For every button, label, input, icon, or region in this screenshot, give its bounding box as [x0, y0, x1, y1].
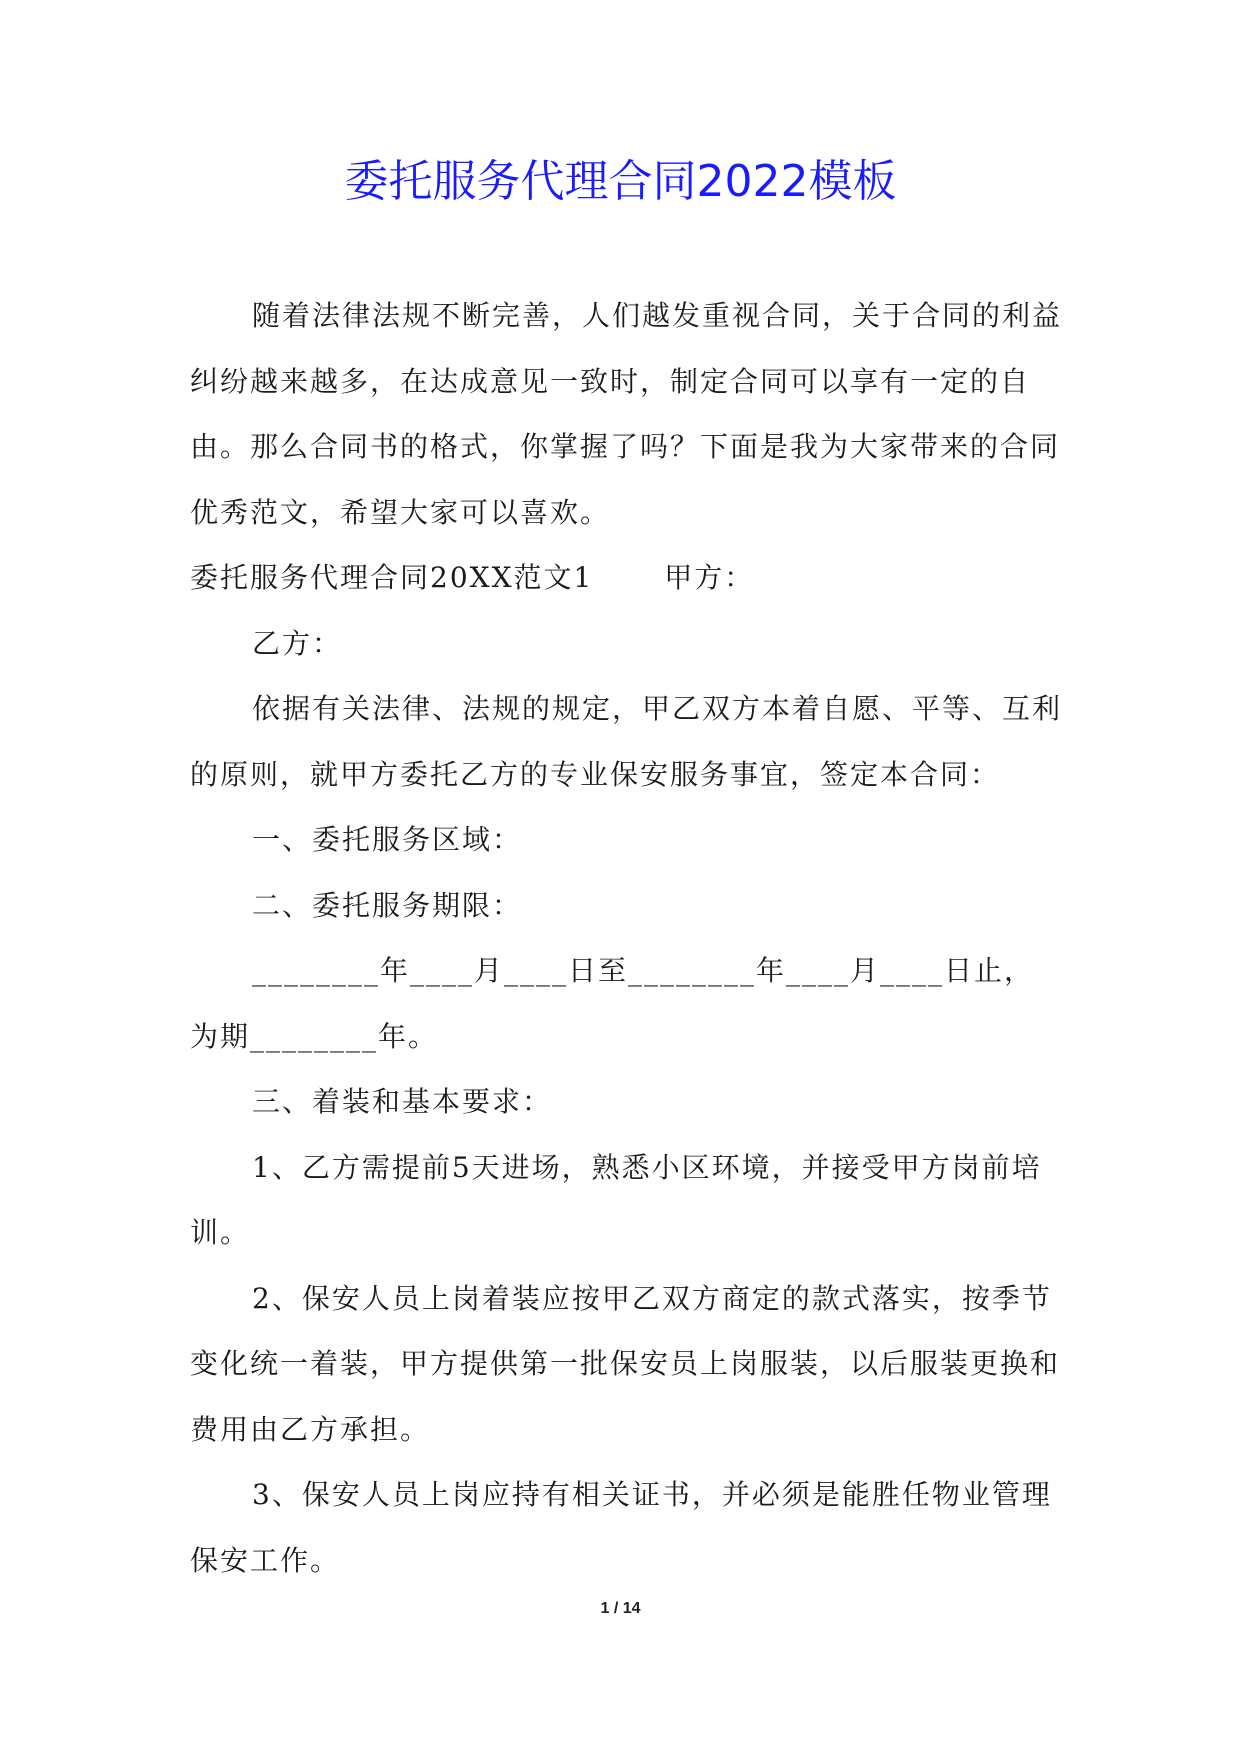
- paragraph-item-1: 1、乙方需提前5天进场，熟悉小区环境，并接受甲方岗前培训。: [190, 1150, 1042, 1249]
- page-number: 1 / 14: [600, 1600, 641, 1617]
- document-body: [190, 283, 1062, 1593]
- paragraph-item-3: 3、保安人员上岗应持有相关证书，并必须是能胜任物业管理保安工作。: [190, 1478, 1052, 1577]
- paragraph-heading-party-a: 委托服务代理合同20XX范文1 甲方：: [190, 561, 755, 594]
- paragraph-intro: 随着法律法规不断完善，人们越发重视合同，关于合同的利益纠纷越来越多，在达成意见一致时，制定合同可以享有一定的自由。那么合同书的格式，你掌握了吗？下面是我为大家带来的合同优秀范文，希望大家可以喜欢。: [190, 299, 1063, 529]
- paragraph-party-b: 乙方：: [252, 626, 343, 660]
- paragraph-section-1: 一、委托服务区域：: [252, 823, 523, 856]
- paragraph-term-dates: ________年____月____日至________年____月____日止，为期________年。: [190, 954, 1035, 1053]
- paragraph-section-2: 二、委托服务期限：: [252, 888, 523, 922]
- paragraph-item-2: 2、保安人员上岗着装应按甲乙双方商定的款式落实，按季节变化统一着装，甲方提供第一批保安员上岗服装，以后服装更换和费用由乙方承担。: [190, 1281, 1061, 1446]
- paragraph-basis: 依据有关法律、法规的规定，甲乙双方本着自愿、平等、互利的原则，就甲方委托乙方的专业保安服务事宜，签定本合同：: [190, 692, 1063, 791]
- document-title: 委托服务代理合同2022模板: [344, 156, 897, 207]
- paragraph-section-3: 三、着装和基本要求：: [252, 1085, 553, 1118]
